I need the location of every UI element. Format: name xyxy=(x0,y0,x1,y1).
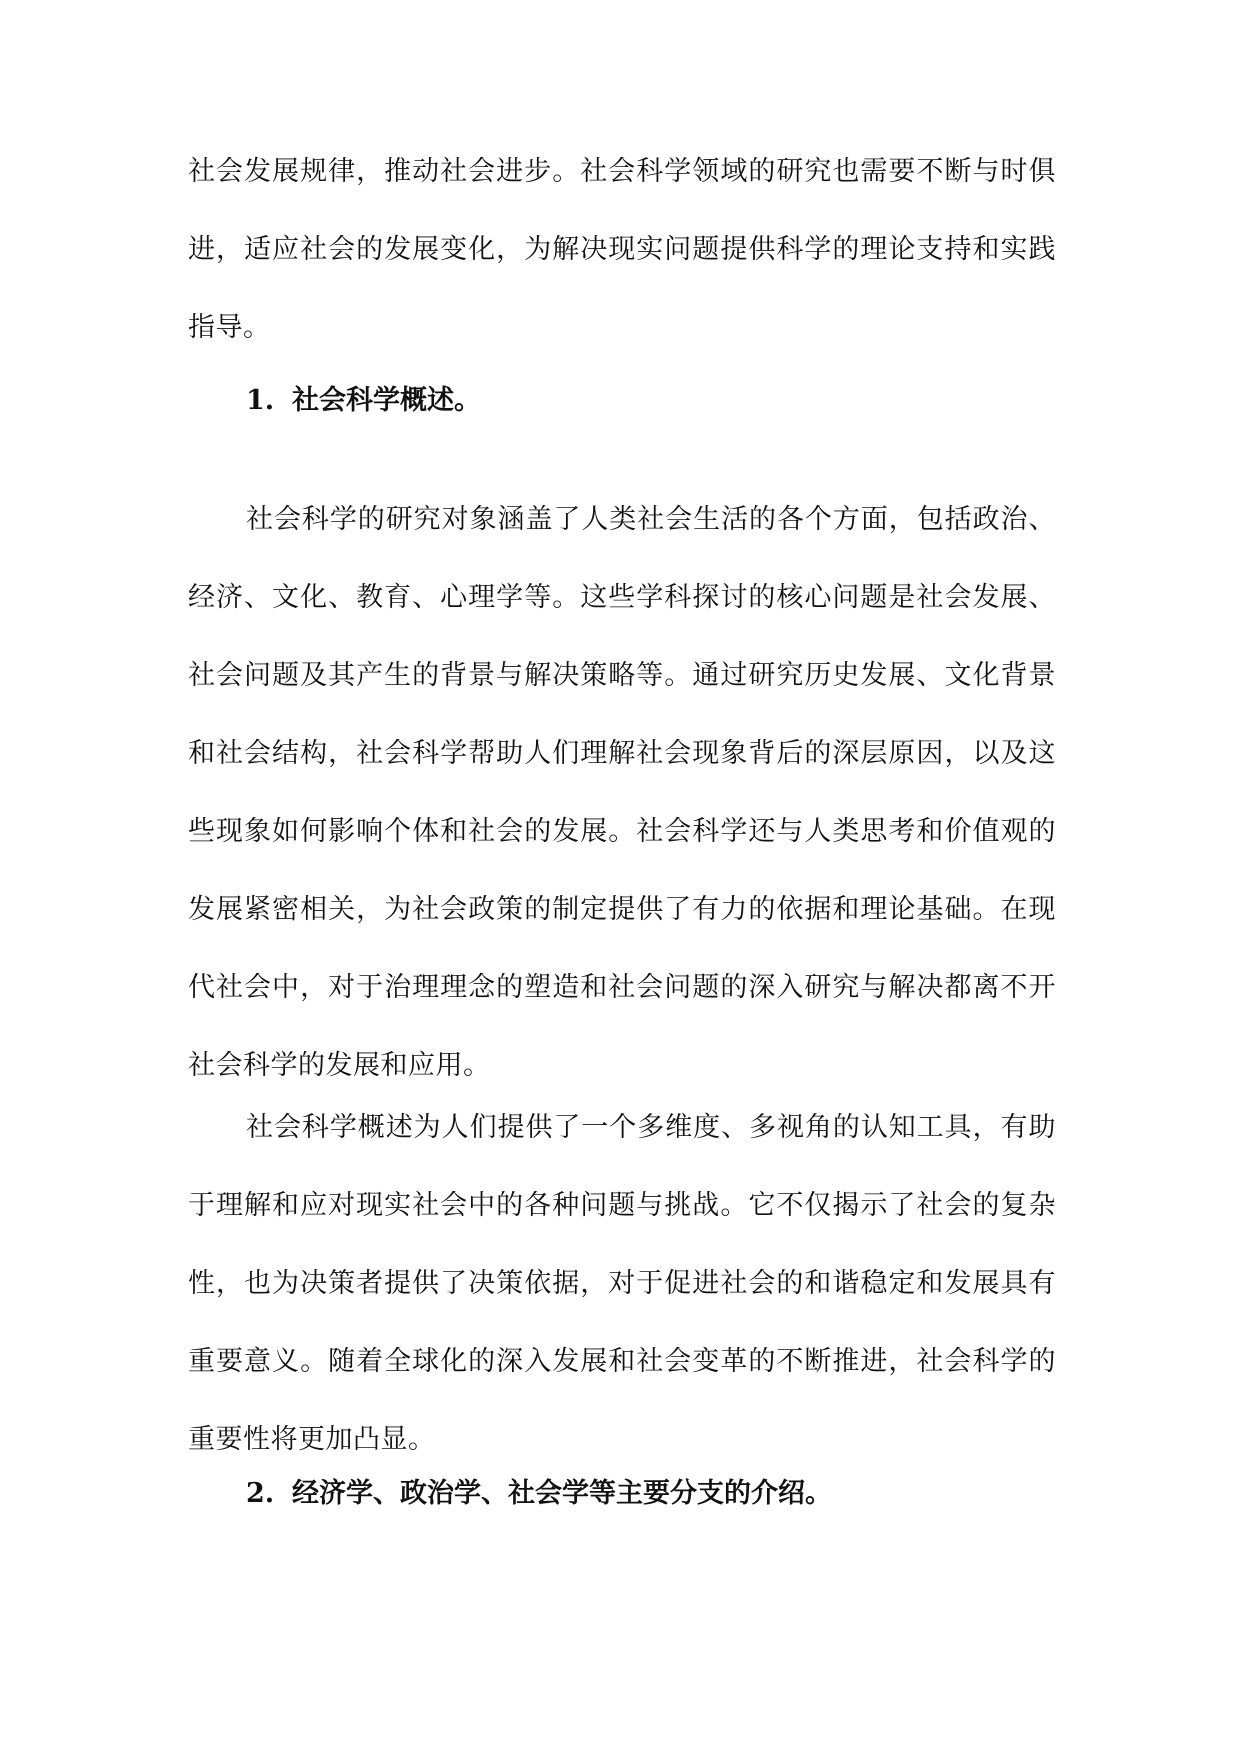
section-2-title: 经济学、政治学、社会学等主要分支的介绍。 xyxy=(292,1478,832,1509)
section-1-heading xyxy=(246,381,481,421)
intro-paragraph: 社会发展规律，推动社会进步。社会科学领域的研究也需要不断与时俱进，适应社会的发展变化，为解决现实问题提供科学的理论支持和实践指导。 xyxy=(188,156,1056,343)
section-2-heading xyxy=(246,1474,832,1514)
section-1-number: 1. xyxy=(246,385,275,416)
section-2-number: 2. xyxy=(246,1478,275,1509)
section-1-paragraph-2: 社会科学概述为人们提供了一个多维度、多视角的认知工具，有助于理解和应对现实社会中的各种问题与挑战。它不仅揭示了社会的复杂性，也为决策者提供了决策依据，对于促进社会的和谐稳定和发展具有重要意义。随着全球化的深入发展和社会变革的不断推进，社会科学的重要性将更加凸显。 xyxy=(188,1112,1056,1455)
section-1-paragraph-1: 社会科学的研究对象涵盖了人类社会生活的各个方面，包括政治、经济、文化、教育、心理学等。这些学科探讨的核心问题是社会发展、社会问题及其产生的背景与解决策略等。通过研究历史发展、文化背景和社会结构，社会科学帮助人们理解社会现象背后的深层原因，以及这些现象如何影响个体和社会的发展。社会科学还与人类思考和价值观的发展紧密相关，为社会政策的制定提供了有力的依据和理论基础。在现代社会中，对于治理理念的塑造和社会问题的深入研究与解决都离不开社会科学的发展和应用。 xyxy=(188,504,1056,1081)
section-1-title: 社会科学概述。 xyxy=(292,385,481,416)
